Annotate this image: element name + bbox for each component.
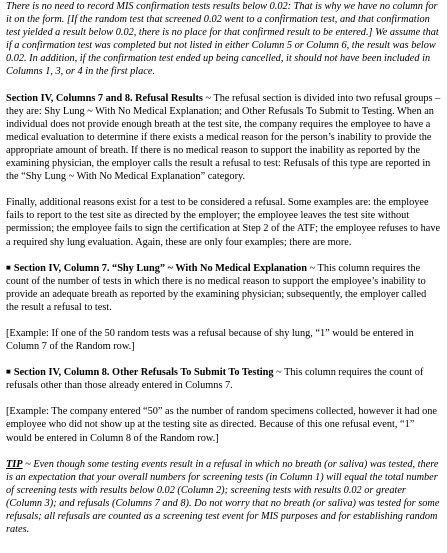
spacer	[6, 249, 441, 262]
spacer	[6, 392, 441, 405]
column-8-example: [Example: The company entered “50” as the number of random specimens collected, however it had one employee who did not show up at the testing site as directed. Because of this one refusal event, “1” would be entered in Column 8 of the Random row.]	[6, 406, 437, 444]
spacer	[6, 79, 441, 92]
column-8-heading: Section IV, Column 8. Other Refusals To Submit To Testing	[13, 367, 274, 379]
spacer	[6, 183, 441, 196]
tip-body: ~ Even though some testing events result in a refusal in which no breath (or saliva) was tested, there is an expectation that your overall numbers for screening tests (in Column 1) will equal the total number of screening tests with results below 0.02 (Column 2); screening tests with results 0.02 or greater (Column 3); and refusals (Columns 7 and 8). Do not worry that no breath (or saliva) was tested for some refusals; all refusals are counted as a screening test event for MIS purposes and for establishing random rates.	[6, 458, 440, 536]
column-7-heading: Section IV, Column 7. “Shy Lung” ~ With No Medical Explanation	[13, 262, 308, 274]
tip-paragraph	[6, 458, 441, 537]
intro-paragraph: There is no need to record MIS confirmation tests results below 0.02: That is why we have no column for it on the form. [If the random test that screened 0.02 went to a confirmation test, and that confirmation test yielded a result below 0.02, there is no place for that confirmed result to be entered.] We assume that if a confirmation test was completed but not listed in either Column 5 or Column 6, the result was below 0.02. In addition, if the confirmation test ended up being cancelled, it should not have been included in Columns 1, 3, or 4 in the first place.	[6, 1, 439, 78]
column-8-body: ~ This column requires the count of refusals other than those already entered in Columns 7.	[6, 367, 424, 392]
spacer	[6, 353, 441, 366]
additional-reasons-paragraph: Finally, additional reasons exist for a test to be considered a refusal. Some examples are: the employee fails to report to the test site as directed by the employer; the employee leaves the test site without permission; the employee fails to sign the certification at Step 2 of the ATF; the employee refuses to have a required shy lung evaluation. Again, these are only four examples; there are more.	[6, 197, 441, 248]
column-8-paragraph	[6, 366, 441, 392]
square-bullet-icon: ■	[6, 367, 11, 377]
column-7-paragraph	[6, 262, 441, 314]
square-bullet-icon: ■	[6, 262, 11, 272]
refusal-results-heading: Section IV, Columns 7 and 8. Refusal Results	[6, 92, 203, 104]
refusal-results-body: ~ The refusal section is divided into two refusal groups – they are: Shy Lung ~ With No Medical Explanation; and Other Refusals To Submit to Testing. When an individual does not provide enough breath at the test site, the company requires the employee to have a medical evaluation to determine if there exists a medical reason for the person’s inability to provide the appropriate amount of breath. If there is no medical reason to support the inability as reported by the examining physician, the employer calls the result a refusal to test: Refusals of this type are reported in the “Shy Lung ~ With No Medical Explanation” category.	[6, 92, 441, 183]
spacer	[6, 445, 441, 458]
tip-label: TIP	[6, 458, 23, 470]
spacer	[6, 314, 441, 327]
column-7-example: [Example: If one of the 50 random tests was a refusal because of shy lung, “1” would be entered in Column 7 of the Random row.]	[6, 327, 414, 353]
column-7-body: ~ This column requires the count of the number of tests in which there is no medical reason to support the employee’s inability to provide an adequate breath as reported by the examining physician; subsequently, the employer called the result a refusal to test.	[6, 262, 427, 313]
refusal-results-paragraph	[6, 92, 441, 184]
